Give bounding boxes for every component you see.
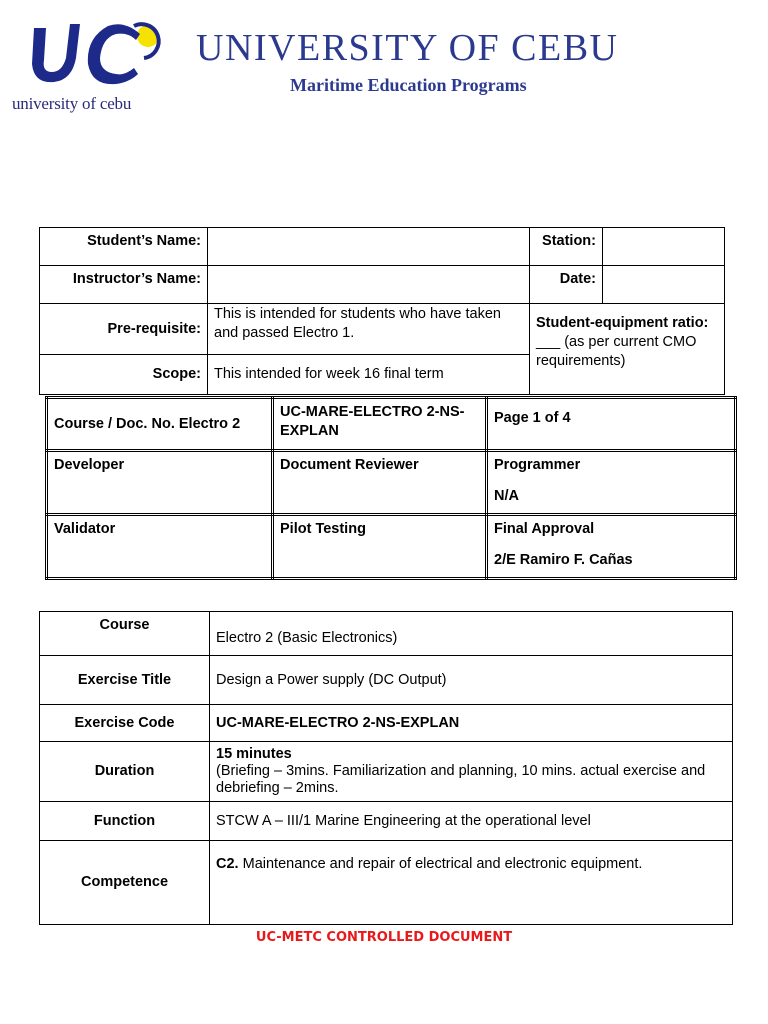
table-row [40, 266, 725, 304]
final-approval-cell [487, 515, 736, 579]
exercise-code-label: Exercise Code [40, 705, 210, 742]
duration-cell [210, 742, 733, 802]
table-row [47, 451, 736, 515]
ratio-label: Student-equipment ratio: [536, 315, 709, 331]
course-doc-code: UC-MARE-ELECTRO 2-NS-EXPLAN [273, 398, 487, 451]
table-row [40, 228, 725, 266]
prerequisite-value: This is intended for students who have taken and passed Electro 1. [208, 304, 530, 355]
date-field[interactable] [603, 266, 725, 304]
instructor-name-label: Instructor’s Name: [40, 266, 208, 304]
ratio-cell [530, 304, 725, 395]
student-name-field[interactable] [208, 228, 530, 266]
exercise-code-value: UC-MARE-ELECTRO 2-NS-EXPLAN [210, 705, 733, 742]
final-approval-value: 2/E Ramiro F. Cañas [494, 552, 633, 568]
document-control-table [45, 396, 737, 580]
duration-label: Duration [40, 742, 210, 802]
scope-label: Scope: [40, 355, 208, 395]
date-label: Date: [530, 266, 603, 304]
scope-value: This intended for week 16 final term [208, 355, 530, 395]
pilot-testing-label: Pilot Testing [273, 515, 487, 579]
competence-code: C2. [216, 856, 239, 872]
table-row [47, 398, 736, 451]
table-row [40, 304, 725, 355]
duration-value: 15 minutes [216, 746, 292, 762]
developer-label: Developer [47, 451, 273, 515]
prerequisite-label: Pre-requisite: [40, 304, 208, 355]
competence-cell [210, 841, 733, 925]
programmer-label: Programmer [494, 457, 581, 473]
exercise-title-value: Design a Power supply (DC Output) [210, 656, 733, 705]
university-subtitle: Maritime Education Programs [290, 75, 527, 95]
table-row [40, 705, 733, 742]
station-field[interactable] [603, 228, 725, 266]
uc-monogram-icon [12, 14, 184, 96]
student-info-table [39, 227, 725, 395]
validator-label: Validator [47, 515, 273, 579]
student-name-label: Student’s Name: [40, 228, 208, 266]
course-doc-label: Course / Doc. No. Electro 2 [47, 398, 273, 451]
table-row [40, 841, 733, 925]
function-label: Function [40, 802, 210, 841]
course-value: Electro 2 (Basic Electronics) [210, 612, 733, 656]
programmer-cell [487, 451, 736, 515]
document-reviewer-label: Document Reviewer [273, 451, 487, 515]
station-label: Station: [530, 228, 603, 266]
university-title: UNIVERSITY OF CEBU [196, 27, 619, 69]
competence-label: Competence [40, 841, 210, 925]
university-logo [12, 14, 184, 113]
ratio-value: ___ (as per current CMO requirements) [536, 334, 697, 369]
duration-detail: (Briefing – 3mins. Familiarization and planning, 10 mins. actual exercise and debriefing – 2mins. [216, 763, 706, 796]
table-row [40, 612, 733, 656]
course-details-table [39, 611, 733, 925]
function-value: STCW A – III/1 Marine Engineering at the operational level [210, 802, 733, 841]
instructor-name-field[interactable] [208, 266, 530, 304]
table-row [40, 742, 733, 802]
exercise-title-label: Exercise Title [40, 656, 210, 705]
table-row [47, 515, 736, 579]
logo-subtext: university of cebu [12, 94, 132, 113]
page-number: Page 1 of 4 [487, 398, 736, 451]
programmer-value: N/A [494, 488, 519, 504]
table-row [40, 656, 733, 705]
table-row [40, 802, 733, 841]
competence-value: Maintenance and repair of electrical and electronic equipment. [242, 856, 643, 872]
controlled-document-footer: UC-METC CONTROLLED DOCUMENT [255, 930, 513, 945]
course-label: Course [40, 612, 210, 656]
final-approval-label: Final Approval [494, 521, 595, 537]
